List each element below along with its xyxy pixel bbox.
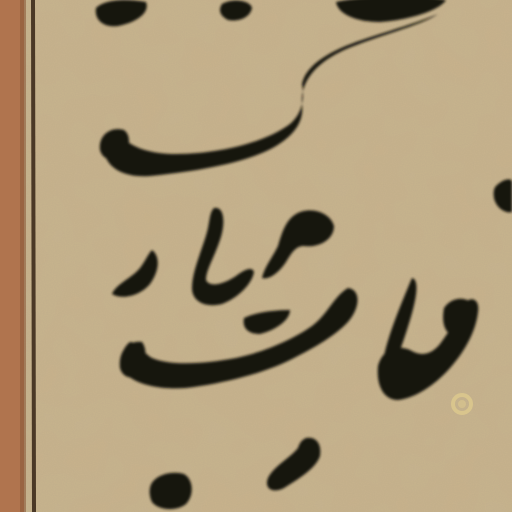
gold-speck-core — [458, 400, 466, 408]
left-border-shadow — [20, 0, 26, 512]
vertical-rule-line — [33, 0, 34, 512]
